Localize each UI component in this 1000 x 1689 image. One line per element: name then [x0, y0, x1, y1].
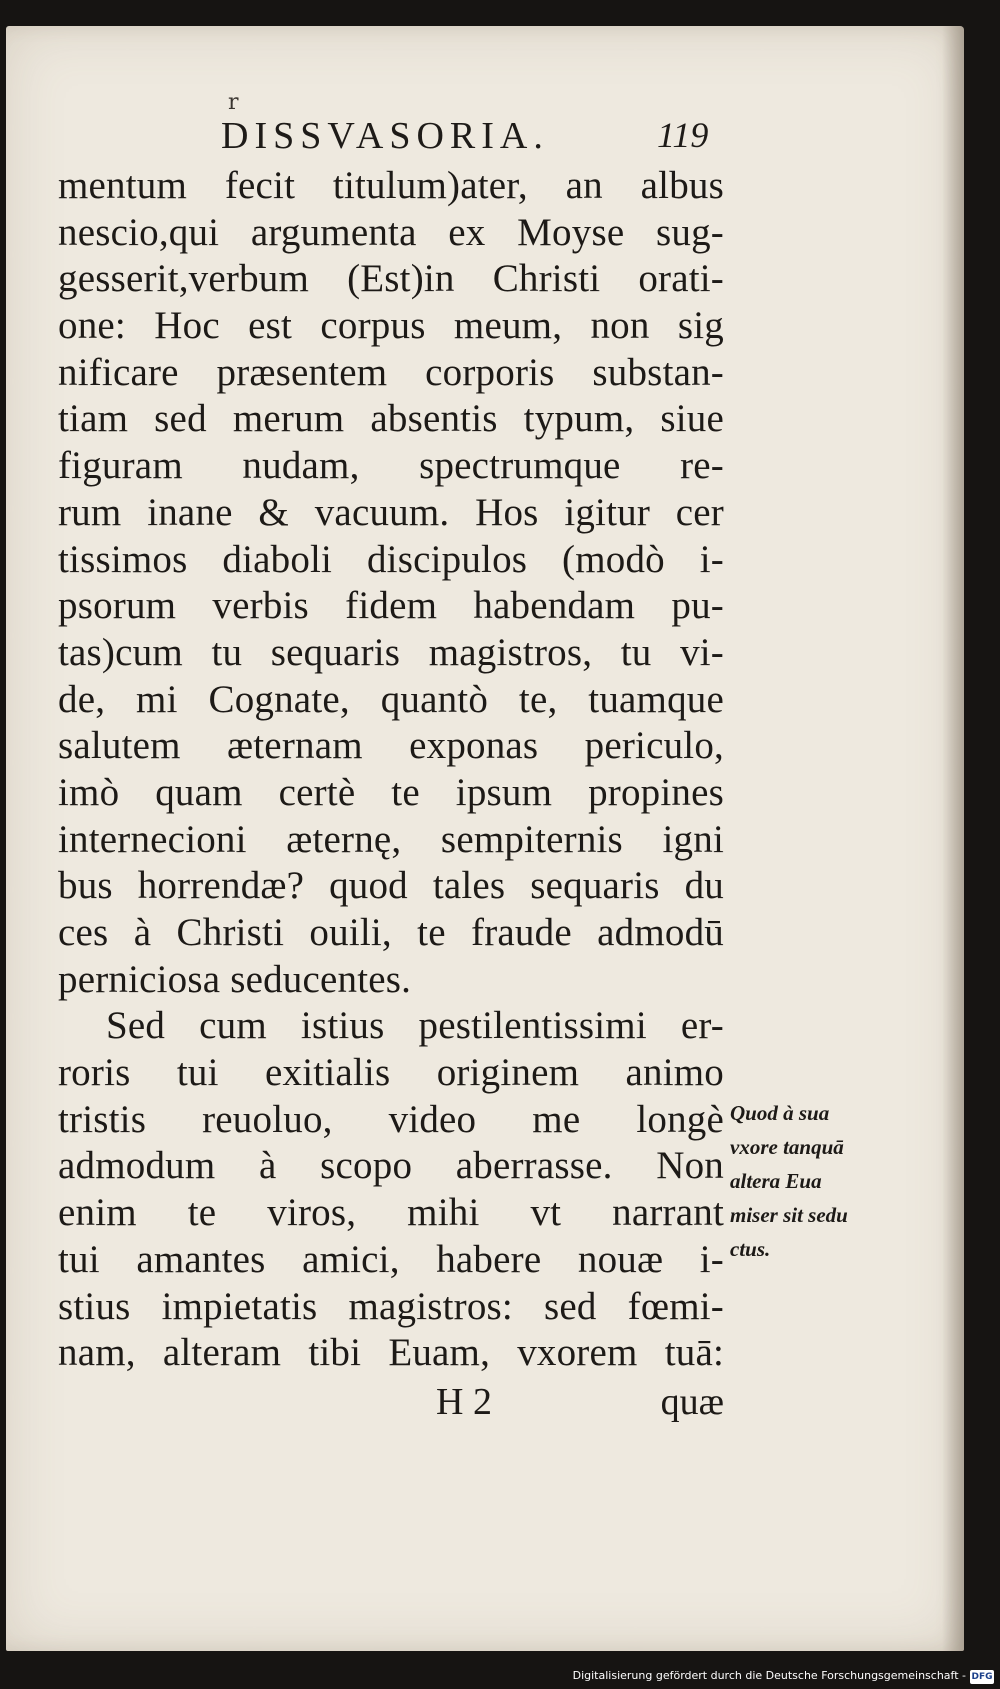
marginal-note — [730, 1096, 890, 1266]
dfg-logo: DFG — [971, 1672, 993, 1682]
text-line: tas)cum tu sequaris magistros, tu vi- — [58, 630, 724, 674]
text-line: imò quam certè te ipsum propines — [58, 770, 724, 814]
marginal-note-line: miser sit sedu — [730, 1203, 848, 1227]
book-page — [6, 26, 964, 1651]
text-line: tristis reuoluo, video me longè — [58, 1097, 724, 1141]
text-line: psorum verbis fidem habendam pu- — [58, 584, 724, 628]
text-line: ces à Christi ouili, te fraude admodū — [58, 911, 724, 954]
text-line: nificare præsentem corporis substan- — [58, 350, 724, 394]
text-line: enim te viros, mihi vt narrant — [58, 1191, 724, 1235]
header-mark: r — [228, 90, 239, 115]
text-line: one: Hoc est corpus meum, non sig — [58, 304, 724, 348]
text-line: perniciosa seducentes. — [58, 957, 412, 1001]
text-line: tui amantes amici, habere nouæ i- — [58, 1237, 724, 1281]
marginal-note-line: ctus. — [730, 1237, 771, 1261]
page-footer — [58, 1380, 724, 1430]
page-number: 119 — [657, 115, 709, 155]
running-head: DISSVASORIA. — [221, 115, 549, 157]
digitization-credit: Digitalisierung gefördert durch die Deutsche Forschungsgemeinschaft - — [572, 1669, 966, 1682]
text-line: rum inane & vacuum. Hos igitur cer — [58, 490, 724, 534]
text-line: tissimos diaboli discipulos (modò i- — [58, 537, 724, 581]
marginal-note-line: altera Eua — [730, 1169, 822, 1193]
text-line: bus horrendæ? quod tales sequaris du — [58, 864, 724, 908]
marginal-note-line: vxore tanquā — [730, 1135, 844, 1159]
body-text — [58, 163, 724, 1377]
text-line: nescio,qui argumenta ex Moyse sug- — [58, 210, 724, 254]
text-line: tiam sed merum absentis typum, siue — [58, 397, 724, 441]
text-line: stius impietatis magistros: sed fœmi- — [58, 1284, 724, 1328]
text-line: mentum fecit titulum)ater, an albus — [58, 164, 724, 207]
marginal-note-line: Quod à sua — [730, 1101, 830, 1125]
text-line: salutem æternam exponas periculo, — [58, 724, 724, 768]
text-line: Sed cum istius pestilentissimi er- — [106, 1004, 724, 1048]
text-line: internecioni æternę, sempiternis igni — [58, 817, 724, 861]
text-line: gesserit,verbum (Est)in Christi orati- — [58, 257, 724, 301]
page-spine-shadow — [942, 26, 964, 1651]
text-line: admodum à scopo aberrasse. Non — [58, 1144, 724, 1188]
text-line: de, mi Cognate, quantò te, tuamque — [58, 677, 724, 721]
text-line: roris tui exitialis originem animo — [58, 1051, 724, 1095]
text-line: nam, alteram tibi Euam, vxorem tuā: — [58, 1331, 724, 1375]
catchword: quæ — [660, 1381, 724, 1423]
signature-mark: H 2 — [436, 1381, 492, 1423]
text-line: figuram nudam, spectrumque re- — [58, 444, 724, 488]
